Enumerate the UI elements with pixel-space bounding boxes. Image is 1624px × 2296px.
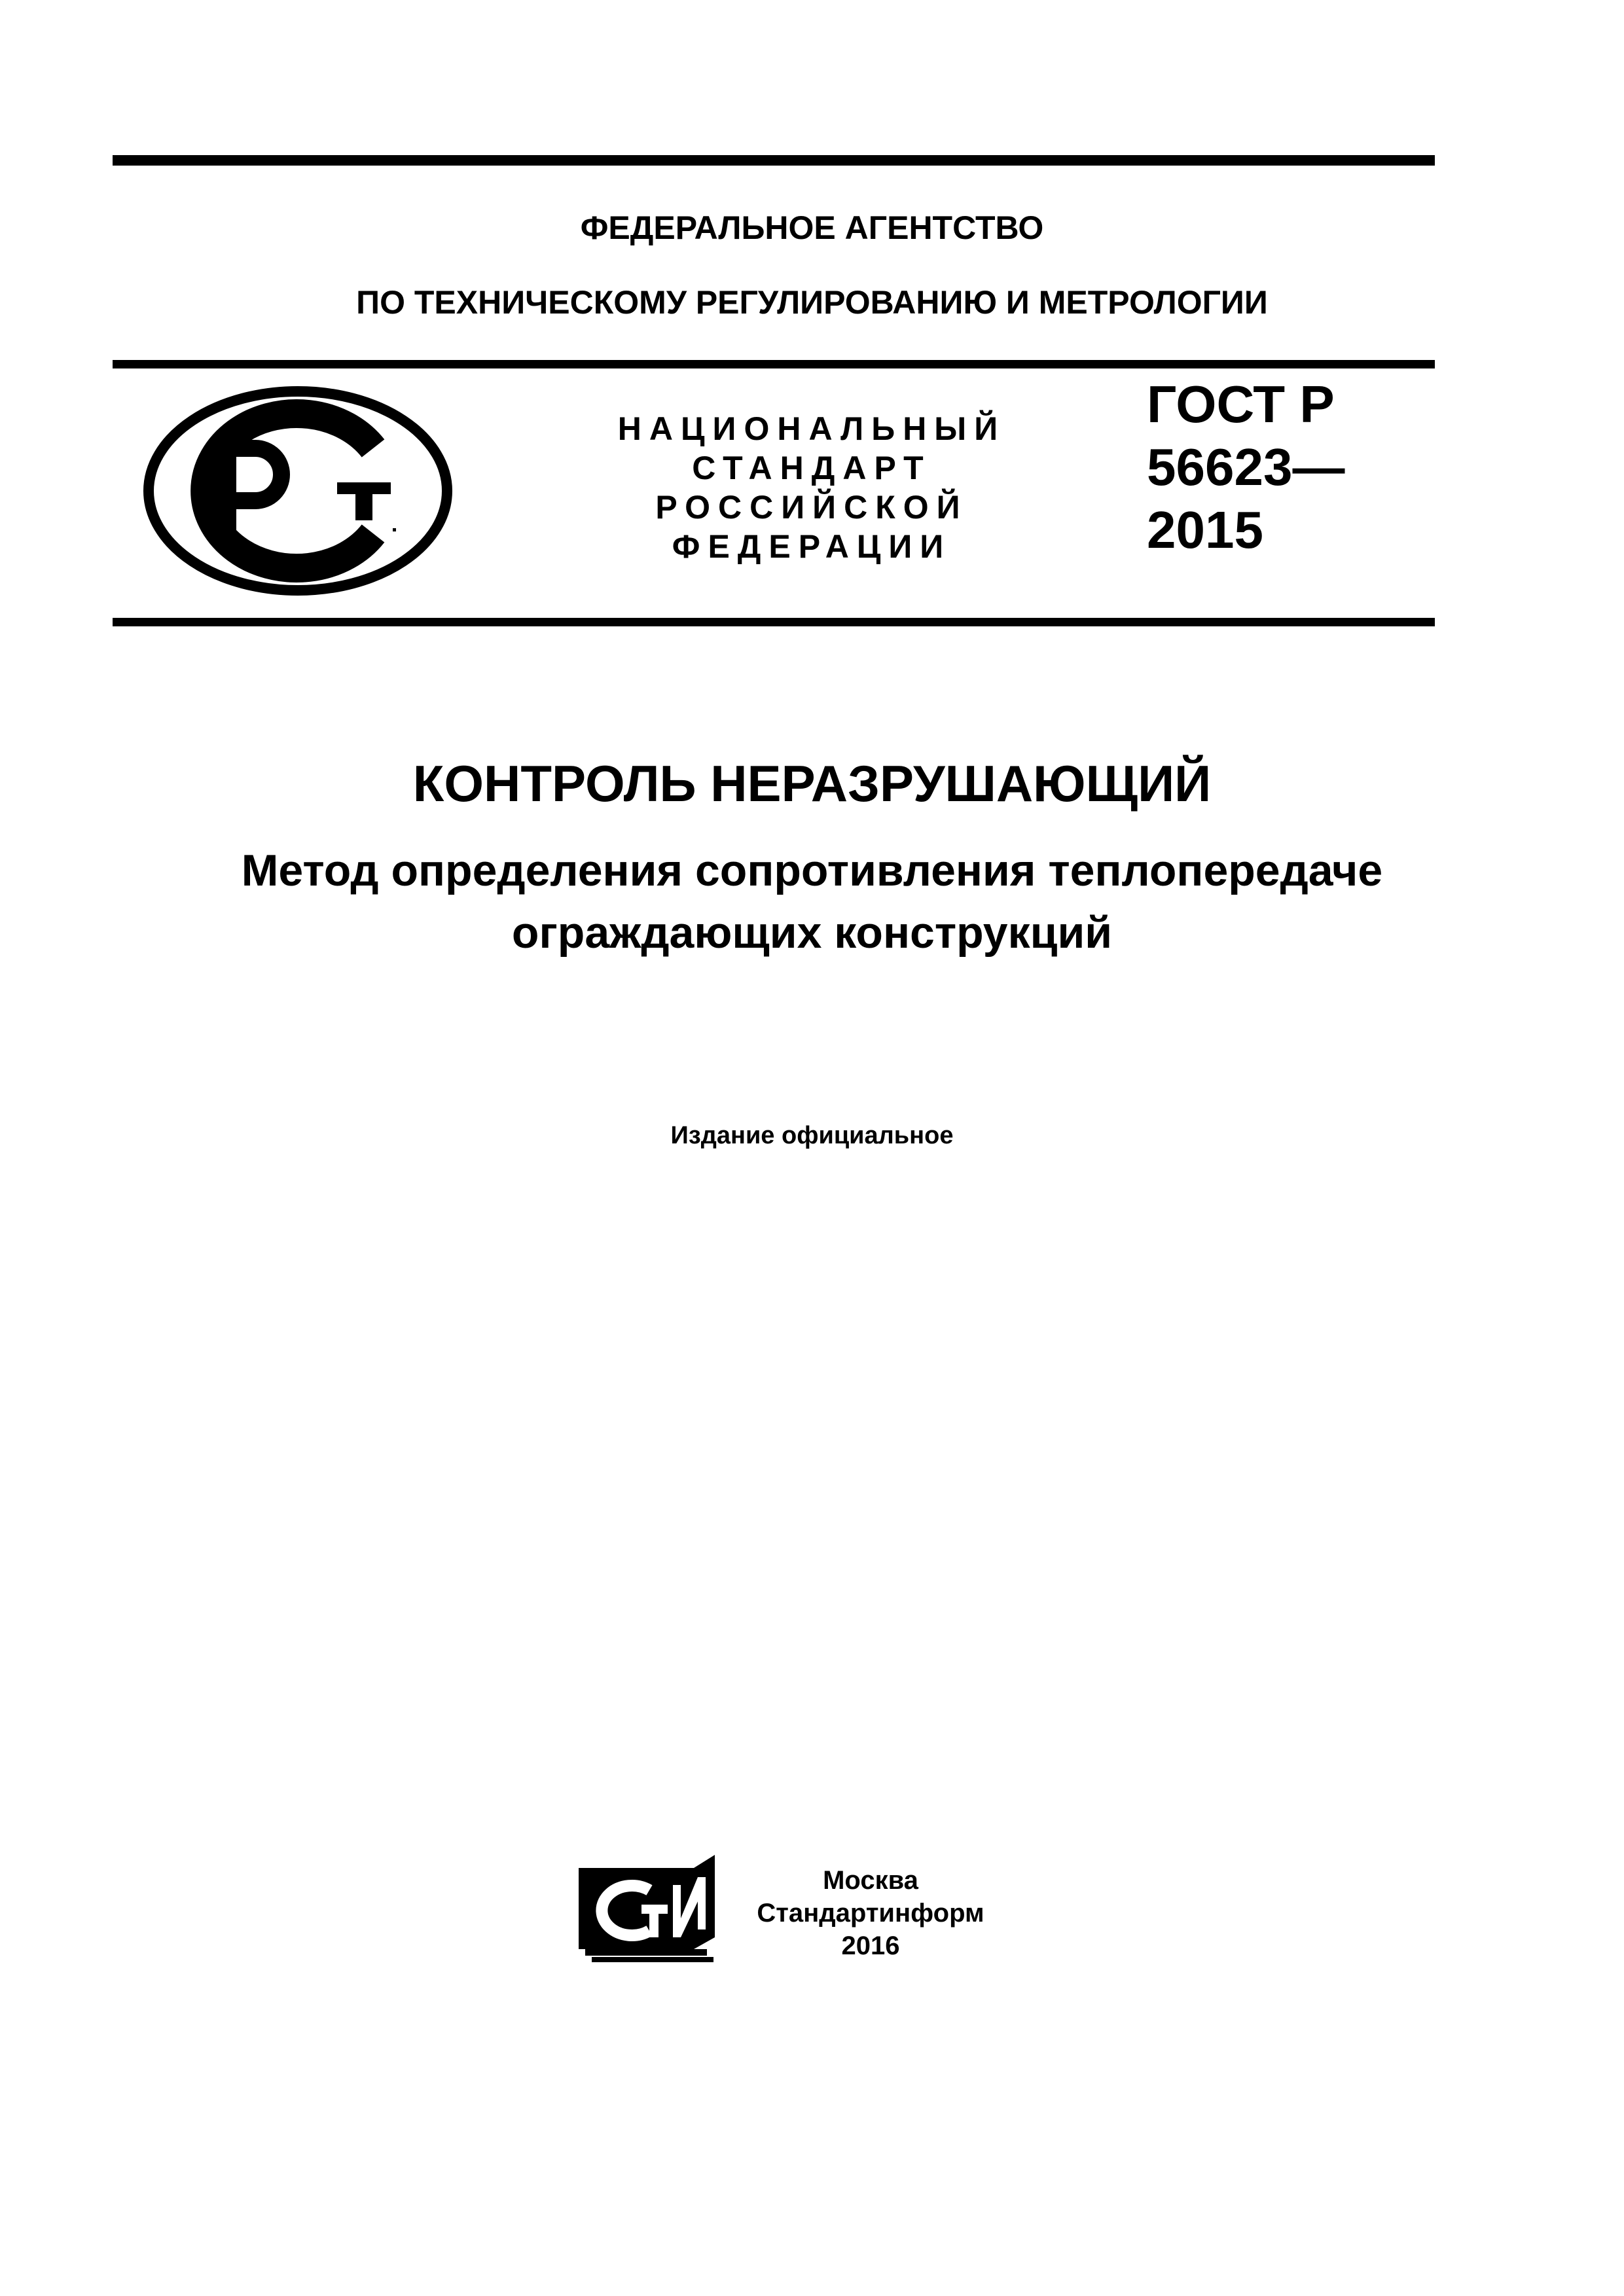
document-subtitle-line-2: ограждающих конструкций xyxy=(511,908,1113,958)
designation-line: 56623— xyxy=(1147,438,1345,496)
national-standard-label xyxy=(589,409,1034,566)
standartinform-logo-icon xyxy=(576,1852,717,1970)
national-standard-line: НАЦИОНАЛЬНЫЙ xyxy=(617,410,1006,447)
national-standard-line: РОССИЙСКОЙ xyxy=(655,489,968,526)
document-title: КОНТРОЛЬ НЕРАЗРУШАЮЩИЙ xyxy=(412,755,1212,812)
header-top-rule xyxy=(113,155,1435,166)
edition-label: Издание официальное xyxy=(670,1122,954,1149)
rst-certification-logo-icon xyxy=(141,383,455,599)
publisher-block xyxy=(740,1864,1001,1962)
agency-name-line-1: ФЕДЕРАЛЬНОЕ АГЕНТСТВО xyxy=(580,209,1044,246)
standard-designation xyxy=(1147,373,1344,562)
designation-line: ГОСТ Р xyxy=(1147,375,1335,433)
designation-line: 2015 xyxy=(1147,501,1263,559)
document-subtitle-line-1: Метод определения сопротивления теплопередаче xyxy=(241,846,1383,895)
header-middle-rule xyxy=(113,360,1435,368)
national-standard-line: СТАНДАРТ xyxy=(692,450,931,486)
national-standard-line: ФЕДЕРАЦИИ xyxy=(672,528,952,565)
agency-name-line-2: ПО ТЕХНИЧЕСКОМУ РЕГУЛИРОВАНИЮ И МЕТРОЛОГИИ xyxy=(356,284,1268,321)
publisher-city: Москва xyxy=(823,1866,918,1895)
publication-year: 2016 xyxy=(841,1931,900,1960)
header-bottom-rule xyxy=(113,618,1435,626)
publisher-name: Стандартинформ xyxy=(757,1899,984,1928)
